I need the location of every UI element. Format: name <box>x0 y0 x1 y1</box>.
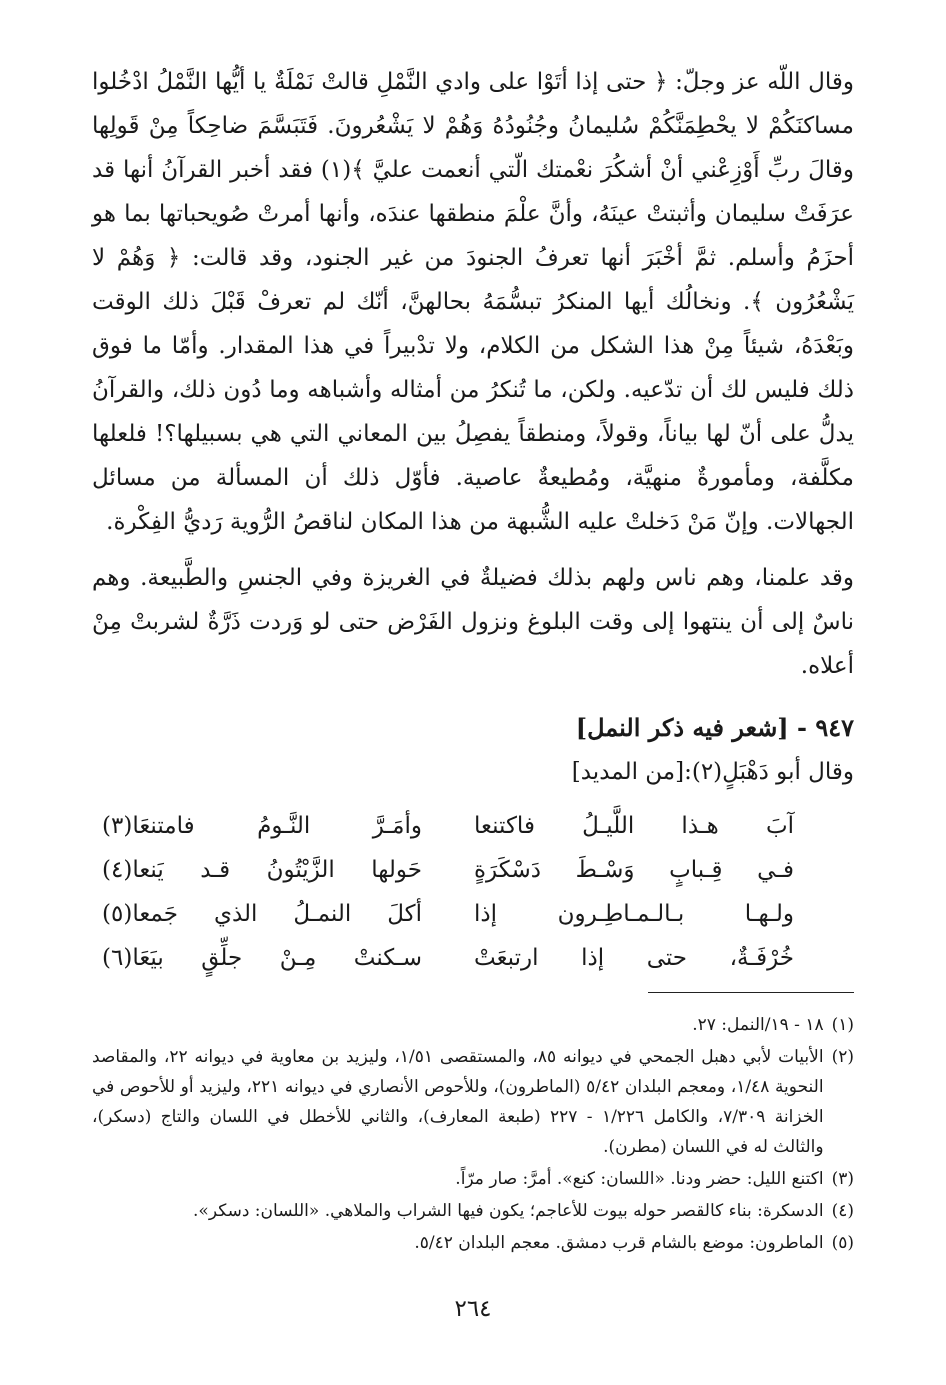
footnote-text: ١٨ - ١٩/النمل: ٢٧. <box>692 1015 824 1035</box>
poem-verse <box>92 804 854 848</box>
poem-verse <box>92 848 854 892</box>
footnote <box>92 1196 854 1226</box>
poem-verse <box>92 892 854 936</box>
paragraph-quran-ants <box>92 60 854 544</box>
footnote-divider <box>648 992 854 993</box>
paragraph-text: وقد علمنا، وهم ناس ولهم بذلك فضيلةٌ في الغريزة وفي الجنسِ والطَّبيعة. وهم ناسٌ إلى أن ينتهوا إلى وقت البلوغ ونزول الفَرْض حتى لو وَردت ذَرَّةٌ لشربتْ مِنْ أعلاه. <box>92 565 854 679</box>
footnote-number: (٣) <box>831 1169 854 1189</box>
footnote <box>92 1228 854 1258</box>
verse-first-hemistich: ولـهـا بـالـمـاطِـرون إذا <box>474 901 794 927</box>
section-heading: ٩٤٧ - [شعر فيه ذكر النمل] <box>575 713 854 742</box>
verse-second-hemistich: حَولها الزَّيْتُونُ قـد يَنعا(٤) <box>102 857 422 883</box>
verse-second-hemistich: وأمَـرَّ النَّـومُ فامتنعَا(٣) <box>102 813 422 839</box>
verse-first-hemistich: فـي قِـبابٍ وَسْـطَ دَسْكَرَةٍ <box>474 857 794 883</box>
footnote-number: (١) <box>831 1015 854 1035</box>
footnote-text: الأبيات لأبي دهبل الجمحي في ديوانه ٨٥، والمستقصى ١/٥١، وليزيد بن معاوية في ديوانه ٢٢، والمقاصد النحوية ١/٤٨، ومعجم البلدان ٥/٤٢ (الماطرون)، وللأحوص الأنصاري في ديوانه ٢٢١، وليزيد أو للأحوص في الخزانة ٧/٣٠٩، والكامل ١/٢٢٦ - ٢٢٧ (طبعة المعارف)، والثاني للأخطل في اللسان والتاج (دسكر)، والثالث له في اللسان (مطرن). <box>92 1047 824 1157</box>
main-text <box>92 60 854 980</box>
verse-first-hemistich: خُرْفَـةٌ، حتى إذا ارتبعَتْ <box>474 945 794 971</box>
paragraph-text: وقال اللّه عز وجلّ: ﴿ حتى إذا أتَوْا على وادي النَّمْلِ قالتْ نَمْلَةٌ يا أيُّها النَّمْلُ ادْخُلوا مساكنَكُمْ لا يحْطِمَنَّكُمْ سُليمانُ وجُنُودُهُ وَهُمْ لا يَشْعُرونَ. فَتَبَسَّمَ ضاحِكاً مِنْ قَولِها وقالَ ربِّ أَوْزِعْني أنْ أشكُرَ نعْمتك الّتي أنعمت عليَّ ﴾(١) فقد أخبر القرآنُ أنها قد عرَفَتْ سليمان وأثبتتْ عينَهُ، وأنَّ علْمَ منطقها عندَه، وأنها أمرتْ صُويحباتها بما هو أحزَمُ وأسلم. ثمَّ أخْبَرَ أنها تعرفُ الجنودَ من غير الجنود، وقد قالت: ﴿ وَهُمْ لا يَشْعُرُون ﴾. ونخالُك أيها المنكرُ تبسُّمَهُ بحالهنَّ، أنّك لم تعرفْ قَبْلَ ذلك الوقت وبَعْدَهُ، شيئاً مِنْ هذا الشكل من الكلام، ولا تدْبيراً في هذا المقدار. وأمّا ما فوق ذلك فليس لك أن تدّعيه. ولكن، ما تُنكرُ من أمثاله وأشباهه وما دُون ذلك، والقرآنُ يدلُّ على أنّ لها بياناً، وقولاً، ومنطقاً يفصِلُ بين المعاني التي هي بسبيلها؟! فلعلها مكلَّفة، ومأمورةٌ منهيَّة، ومُطيعةٌ عاصية. فأوّل ذلك أن المسألة من مسائل الجهالات. وإنّ مَنْ دَخلتْ عليه الشُّبهة من هذا المكان لناقصُ الرُّوية رَديُّ الفِكْرة. <box>92 69 854 535</box>
footnote <box>92 1042 854 1162</box>
verse-second-hemistich: أكلَ النمـلُ الذي جَمعا(٥) <box>102 901 422 927</box>
poem-verse <box>92 936 854 980</box>
footnotes <box>92 1010 854 1260</box>
verse-first-hemistich: آبَ هـذا اللَّيـلُ فاكتنعا <box>474 813 794 839</box>
page-number: ٢٦٤ <box>454 1296 492 1322</box>
poem <box>92 804 854 980</box>
footnote <box>92 1010 854 1040</box>
footnote-number: (٤) <box>831 1201 854 1221</box>
footnote-number: (٥) <box>831 1233 854 1253</box>
poet-attribution: وقال أبو دَهْبَلٍ(٢):[من المديد] <box>571 759 854 785</box>
footnote-number: (٢) <box>831 1047 854 1067</box>
footnote-text: الدسكرة: بناء كالقصر حوله بيوت للأعاجم؛ يكون فيها الشراب والملاهي. «اللسان: دسكر». <box>193 1201 824 1221</box>
paragraph-ants-knowledge <box>92 556 854 688</box>
footnote-text: الماطرون: موضع بالشام قرب دمشق. معجم البلدان ٥/٤٢. <box>414 1233 824 1253</box>
verse-second-hemistich: سـكنتْ مِـنْ جلِّقٍ بيَعَا(٦) <box>102 945 422 971</box>
footnote-text: اكتنع الليل: حضر ودنا. «اللسان: كنع». أمرَّ: صار مرّاً. <box>455 1169 824 1189</box>
footnote <box>92 1164 854 1194</box>
